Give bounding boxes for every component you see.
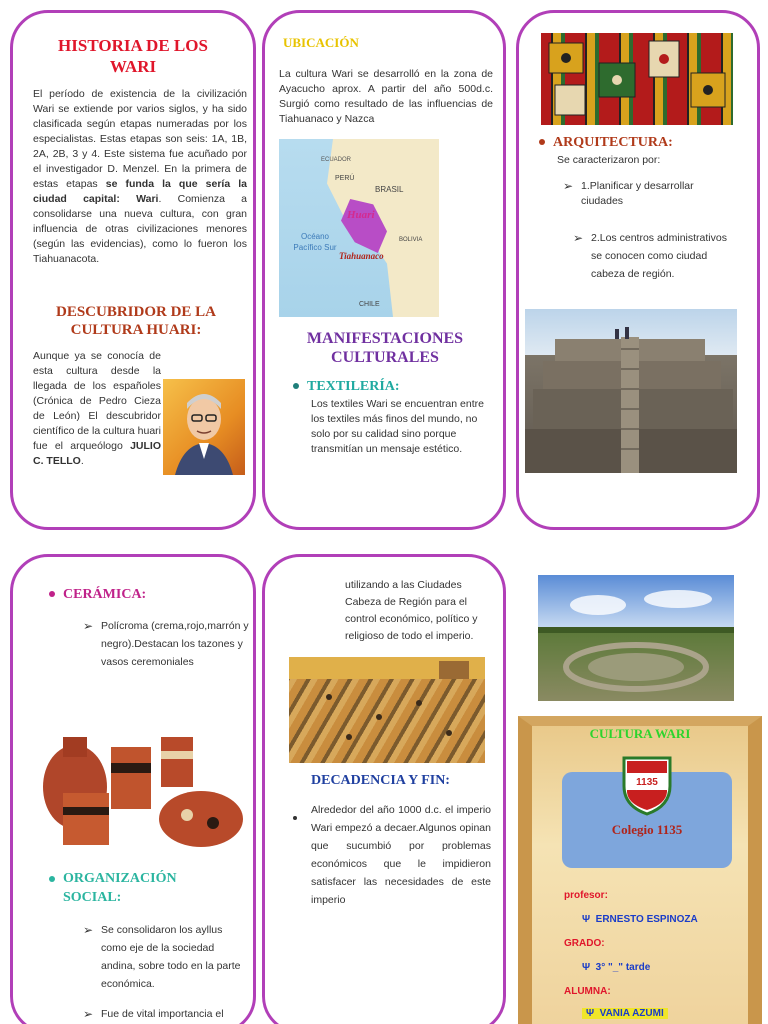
teacher-name xyxy=(582,914,698,925)
panel-ceramica xyxy=(10,554,256,1024)
cover-title: CULTURA WARI xyxy=(589,726,691,741)
historia-text-bold: se funda la que sería la ciudad capital: Wari xyxy=(33,178,247,205)
historia-text xyxy=(33,87,247,267)
textileria-text: Los textiles Wari se encuentran entre los textiles más finos del mundo, no solo por su calidad sino porque transmitían un mensaje estético. xyxy=(311,398,484,455)
decadencia-text: Alrededor del año 1000 d.c. el imperio Wari empezó a decaer.Algunos opinan que sucumbió por problemas económicos que le impidieron satisfacer las necesidades de este imperio xyxy=(311,804,491,906)
bullet-dot xyxy=(293,383,299,389)
portrait-drawing xyxy=(163,379,245,475)
ubicacion-text: La cultura Wari se desarrolló en la zona de Ayacucho aprox. A partir del año 500d.c. Surgió como resultado de las influencias de Tiahuanaco y Nazca xyxy=(279,68,493,125)
bullet-dot xyxy=(539,139,545,145)
farm-drawing xyxy=(289,657,485,763)
grade-value-text: 3° "_" tarde xyxy=(595,962,651,973)
organizacion-item-2-text: Fue de vital importancia el xyxy=(101,1008,224,1020)
shield-number: 1135 xyxy=(636,777,658,788)
ceramica-text-content: Polícroma (crema,rojo,marrón y negro).Destacan los tazones y vasos ceremoniales xyxy=(101,620,249,668)
descubridor-name-1: JULIO xyxy=(130,440,162,452)
ceramica-heading xyxy=(49,585,146,603)
julio-tello-portrait xyxy=(163,379,245,475)
grade-label: GRADO: xyxy=(564,938,605,949)
map-label-bolivia: BOLIVIA xyxy=(399,237,423,243)
student-label-text: ALUMNA xyxy=(564,986,608,997)
map-label-tiahuanaco: Tiahuanaco xyxy=(339,251,384,261)
organizacion-item-1 xyxy=(83,921,241,993)
psi-icon: Ψ xyxy=(586,1008,595,1019)
descubridor-text-main: Aunque ya se conocía de esta cultura desde la llegada de los españoles (Crónica de Pedro Cieza de León) El descubridor científico de la cultura huari fue el arqueólogo xyxy=(33,350,161,452)
bullet-dot xyxy=(49,876,55,882)
ruins-site-image xyxy=(538,575,734,701)
arquitectura-item-2-text: 2.Los centros administrativos se conocen como ciudad cabeza de región. xyxy=(591,232,727,280)
ceramics-drawing xyxy=(37,707,247,857)
grade-label-text: GRADO xyxy=(564,938,602,949)
organizacion-item-2 xyxy=(83,1005,251,1023)
psi-icon: Ψ xyxy=(582,914,591,925)
textileria-title: TEXTILERÍA: xyxy=(307,379,400,394)
arquitectura-item-2 xyxy=(573,229,735,283)
school-name: Colegio 1135 xyxy=(611,822,683,837)
school-shield-icon xyxy=(618,752,676,816)
ruins-drawing xyxy=(525,309,737,473)
manifestaciones-title: MANIFESTACIONES CULTURALES xyxy=(306,330,464,366)
arquitectura-intro: Se caracterizaron por: xyxy=(557,154,661,166)
historia-text-part1: El período de existencia de la civilización Wari se extiende por varios siglos, y ha sido clasificada según etapas numeradas por los especialistas. Estas etapas son seis: 1A, 1B, 2A, 2B, 3 y 4. Este sistema fue acuñado por el investigador D. Menzel. En la primera de estas etapas xyxy=(33,88,247,190)
descubridor-title: DESCUBRIDOR DE LA CULTURA HUARI: xyxy=(55,304,217,338)
descubridor-text-end: . xyxy=(80,455,84,467)
school-box xyxy=(562,772,732,868)
map-label-chile: CHILE xyxy=(359,301,380,308)
ruins-site-drawing xyxy=(538,575,734,701)
teacher-name-text: ERNESTO ESPINOZA xyxy=(595,914,698,925)
textile-pattern xyxy=(541,33,733,125)
bullet-dot xyxy=(293,816,297,820)
continuation-text: utilizando a las Ciudades Cabeza de Región para el control económico, político y religioso de todo el imperio. xyxy=(345,579,478,642)
arquitectura-title: ARQUITECTURA: xyxy=(553,135,673,150)
farm-image xyxy=(289,657,485,763)
panel-historia xyxy=(10,10,256,530)
psi-icon: Ψ xyxy=(582,962,591,973)
arquitectura-item-1 xyxy=(563,179,735,209)
textile-image xyxy=(541,33,733,125)
student-label: ALUMNA: xyxy=(564,986,611,997)
arrow-icon: ➢ xyxy=(83,619,94,633)
map-label-huari: Huari xyxy=(347,209,375,221)
cover-scroll xyxy=(518,716,762,1024)
historia-text-part2: . Comienza a consolidarse una nueva cultura, con gran influencia de otras civilizaciones menores (según las evidencias), como lo fueron los Tiahuanacota. xyxy=(33,193,247,265)
ubicacion-title: UBICACIÓN xyxy=(283,35,359,50)
ceramica-text xyxy=(83,617,251,671)
decadencia-title: DECADENCIA Y FIN: xyxy=(311,773,450,788)
bullet-dot-decadencia xyxy=(293,809,305,827)
student-name xyxy=(582,1008,668,1019)
ceramics-image xyxy=(37,707,247,857)
organizacion-item-1-text: Se consolidaron los ayllus como eje de la sociedad andina, sobre todo en la parte económica. xyxy=(101,924,241,990)
organizacion-heading xyxy=(49,869,203,907)
arrow-icon: ➢ xyxy=(83,1007,94,1021)
panel-arquitectura xyxy=(516,10,760,530)
teacher-label: profesor: xyxy=(564,890,608,901)
arrow-icon: ➢ xyxy=(83,923,94,937)
peru-map xyxy=(279,139,439,317)
descubridor-name-2: C. TELLO xyxy=(33,455,81,467)
map-label-brasil: BRASIL xyxy=(375,185,404,194)
panel-ubicacion xyxy=(262,10,506,530)
map-label-ocean: Océano Pacífico Sur xyxy=(293,232,337,252)
textileria-heading xyxy=(293,377,400,395)
teacher-label-text: profesor xyxy=(564,890,605,901)
arquitectura-item-1-text: 1.Planificar y desarrollar ciudades xyxy=(581,180,694,207)
arrow-icon: ➢ xyxy=(573,231,584,245)
arrow-icon: ➢ xyxy=(563,179,574,193)
map-label-peru: PERÚ xyxy=(335,175,355,182)
ceramica-title: CERÁMICA: xyxy=(63,587,147,602)
historia-title: HISTORIA DE LOS WARI xyxy=(58,36,208,76)
panel-decadencia xyxy=(262,554,506,1024)
bullet-dot xyxy=(49,591,55,597)
arquitectura-heading xyxy=(539,133,673,151)
descubridor-text xyxy=(33,349,161,469)
map-label-ecuador: ECUADOR xyxy=(321,157,352,163)
organizacion-title: ORGANIZACIÓN SOCIAL: xyxy=(63,871,177,905)
student-name-text: VANIA AZUMI xyxy=(599,1008,664,1019)
grade-value xyxy=(582,962,650,973)
ruins-image xyxy=(525,309,737,473)
